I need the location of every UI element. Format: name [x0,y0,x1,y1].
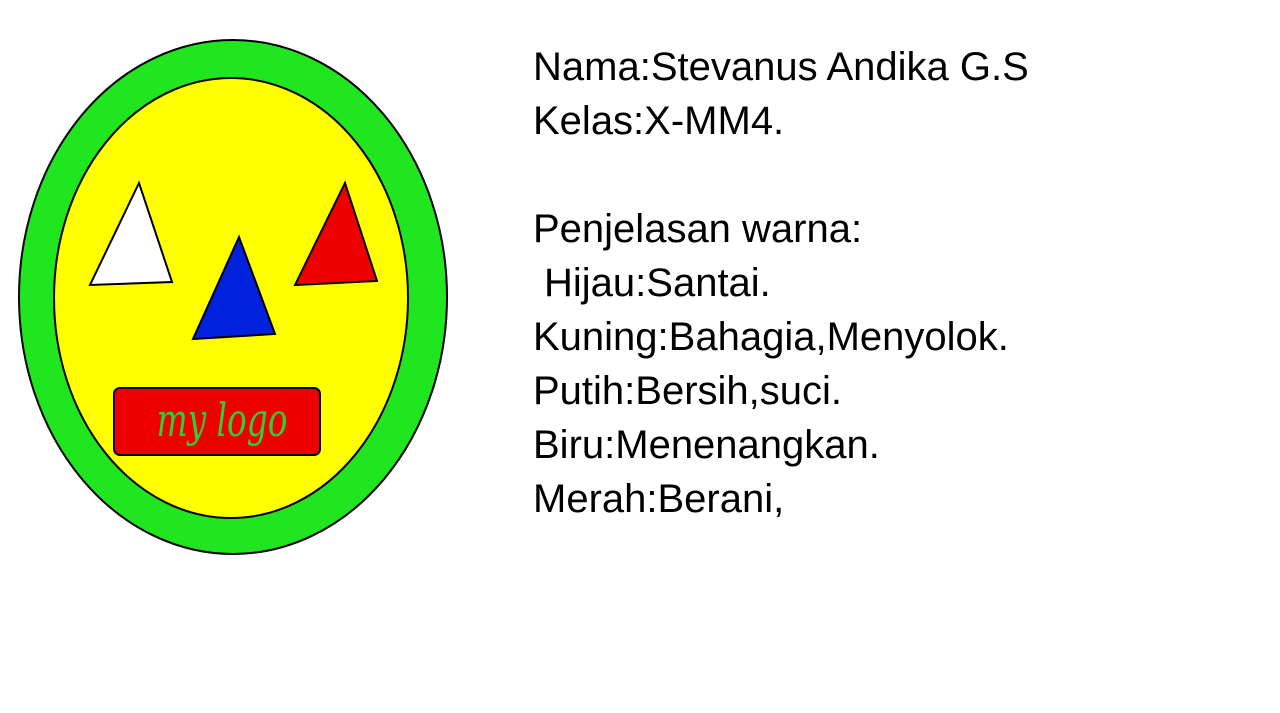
color-explanation-yellow: Kuning:Bahagia,Menyolok. [533,315,1009,359]
color-explanation-red: Merah:Berani, [533,477,785,521]
logo-label-text: my logo [156,394,288,448]
color-explanation-blue: Biru:Menenangkan. [533,423,880,467]
info-text-block [533,40,1253,526]
color-explanation-heading: Penjelasan warna: [533,207,863,251]
student-name: Nama:Stevanus Andika G.S [533,45,1029,89]
my-logo-graphic [0,0,460,600]
color-explanation-white: Putih:Bersih,suci. [533,369,843,413]
color-explanation-green: Hijau:Santai. [544,261,771,305]
student-class: Kelas:X-MM4. [533,99,785,143]
spacer [533,148,1253,202]
